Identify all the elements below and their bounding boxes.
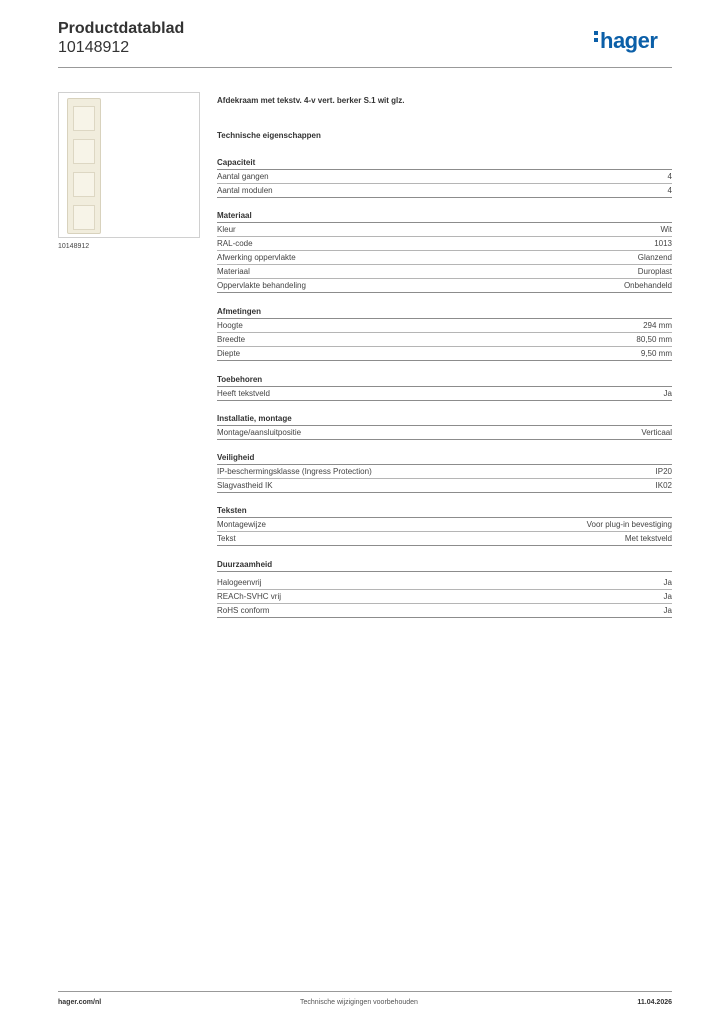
spec-row [217, 237, 672, 251]
spec-label: Hoogte [217, 321, 243, 330]
spec-row [217, 251, 672, 265]
spec-label: Breedte [217, 335, 246, 344]
spec-label: Aantal modulen [217, 186, 273, 195]
spec-label: Montage/aansluitpositie [217, 428, 302, 437]
section-title: Afmetingen [217, 306, 672, 319]
spec-row [217, 387, 672, 401]
section-title: Teksten [217, 505, 672, 518]
spec-value: Ja [663, 578, 672, 587]
spec-value: 294 mm [643, 321, 672, 330]
page-title: Productdatablad [58, 20, 185, 37]
spec-section [217, 210, 672, 293]
spec-value: Ja [663, 606, 672, 615]
spec-section [217, 157, 672, 198]
spec-label: Aantal gangen [217, 172, 269, 181]
spec-row [217, 347, 672, 361]
spec-value: Wit [660, 225, 672, 234]
footer-notice: Technische wijzigingen voorbehouden [300, 999, 418, 1006]
spec-label: IP-beschermingsklasse (Ingress Protection) [217, 467, 372, 476]
spec-row [217, 184, 672, 198]
spec-row [217, 333, 672, 347]
spec-label: Heeft tekstveld [217, 389, 270, 398]
spec-row [217, 426, 672, 440]
spec-label: Kleur [217, 225, 236, 234]
logo-text: hager [600, 28, 658, 53]
spec-value: Ja [663, 592, 672, 601]
footer-website[interactable]: hager.com/nl [58, 999, 102, 1006]
spec-value: Glanzend [637, 253, 672, 262]
spec-label: Oppervlakte behandeling [217, 281, 306, 290]
spec-value: 4 [667, 186, 672, 195]
logo-dots-icon [594, 31, 598, 45]
spec-value: Onbehandeld [623, 281, 672, 290]
spec-label: Materiaal [217, 267, 250, 276]
spec-section [217, 413, 672, 440]
spec-label: Tekst [217, 534, 236, 543]
spec-value: Verticaal [641, 428, 672, 437]
frame-illustration [67, 98, 101, 234]
frame-opening [73, 139, 95, 164]
spec-value: IP20 [655, 467, 672, 476]
spec-value: Ja [663, 389, 672, 398]
frame-opening [73, 172, 95, 197]
spec-value: Voor plug-in bevestiging [586, 520, 672, 529]
spec-value: 80,50 mm [636, 335, 672, 344]
spec-row [217, 223, 672, 237]
spec-row [217, 265, 672, 279]
spec-row [217, 170, 672, 184]
section-title: Capaciteit [217, 157, 672, 170]
spec-row [217, 518, 672, 532]
frame-opening [73, 106, 95, 131]
header-divider [58, 67, 672, 68]
spec-label: Halogeenvrij [217, 578, 262, 587]
spec-value: 4 [667, 172, 672, 181]
spec-label: RAL-code [217, 239, 253, 248]
spec-row [217, 279, 672, 293]
footer-divider [58, 991, 672, 992]
spec-label: Afwerking oppervlakte [217, 253, 296, 262]
spec-row [217, 532, 672, 546]
section-title: Toebehoren [217, 374, 672, 387]
spec-label: Montagewijze [217, 520, 266, 529]
hager-logo [594, 30, 657, 52]
spec-row [217, 479, 672, 493]
spec-row [217, 590, 672, 604]
section-title: Installatie, montage [217, 413, 672, 426]
spec-section [217, 452, 672, 493]
product-description: Afdekraam met tekstv. 4-v vert. berker S.1 wit glz. [217, 96, 405, 105]
section-title: Duurzaamheid [217, 559, 672, 572]
spec-section [217, 374, 672, 401]
spec-value: IK02 [655, 481, 672, 490]
spec-section [217, 559, 672, 618]
footer-date: 11.04.2026 [637, 999, 672, 1006]
spec-value: Duroplast [637, 267, 672, 276]
spec-value: Met tekstveld [624, 534, 672, 543]
spec-row [217, 576, 672, 590]
spec-section [217, 306, 672, 361]
spec-label: RoHS conform [217, 606, 270, 615]
spec-row [217, 319, 672, 333]
spec-row [217, 465, 672, 479]
spec-value: 1013 [654, 239, 672, 248]
section-title: Materiaal [217, 210, 672, 223]
image-caption: 10148912 [58, 243, 90, 250]
spec-label: REACh-SVHC vrij [217, 592, 282, 601]
spec-row [217, 604, 672, 618]
tech-heading: Technische eigenschappen [217, 131, 321, 140]
frame-opening [73, 205, 95, 230]
section-title: Veiligheid [217, 452, 672, 465]
spec-label: Diepte [217, 349, 241, 358]
spec-section [217, 505, 672, 546]
product-code: 10148912 [58, 39, 130, 56]
spec-label: Slagvastheid IK [217, 481, 273, 490]
spec-value: 9,50 mm [640, 349, 672, 358]
product-image [58, 92, 200, 238]
